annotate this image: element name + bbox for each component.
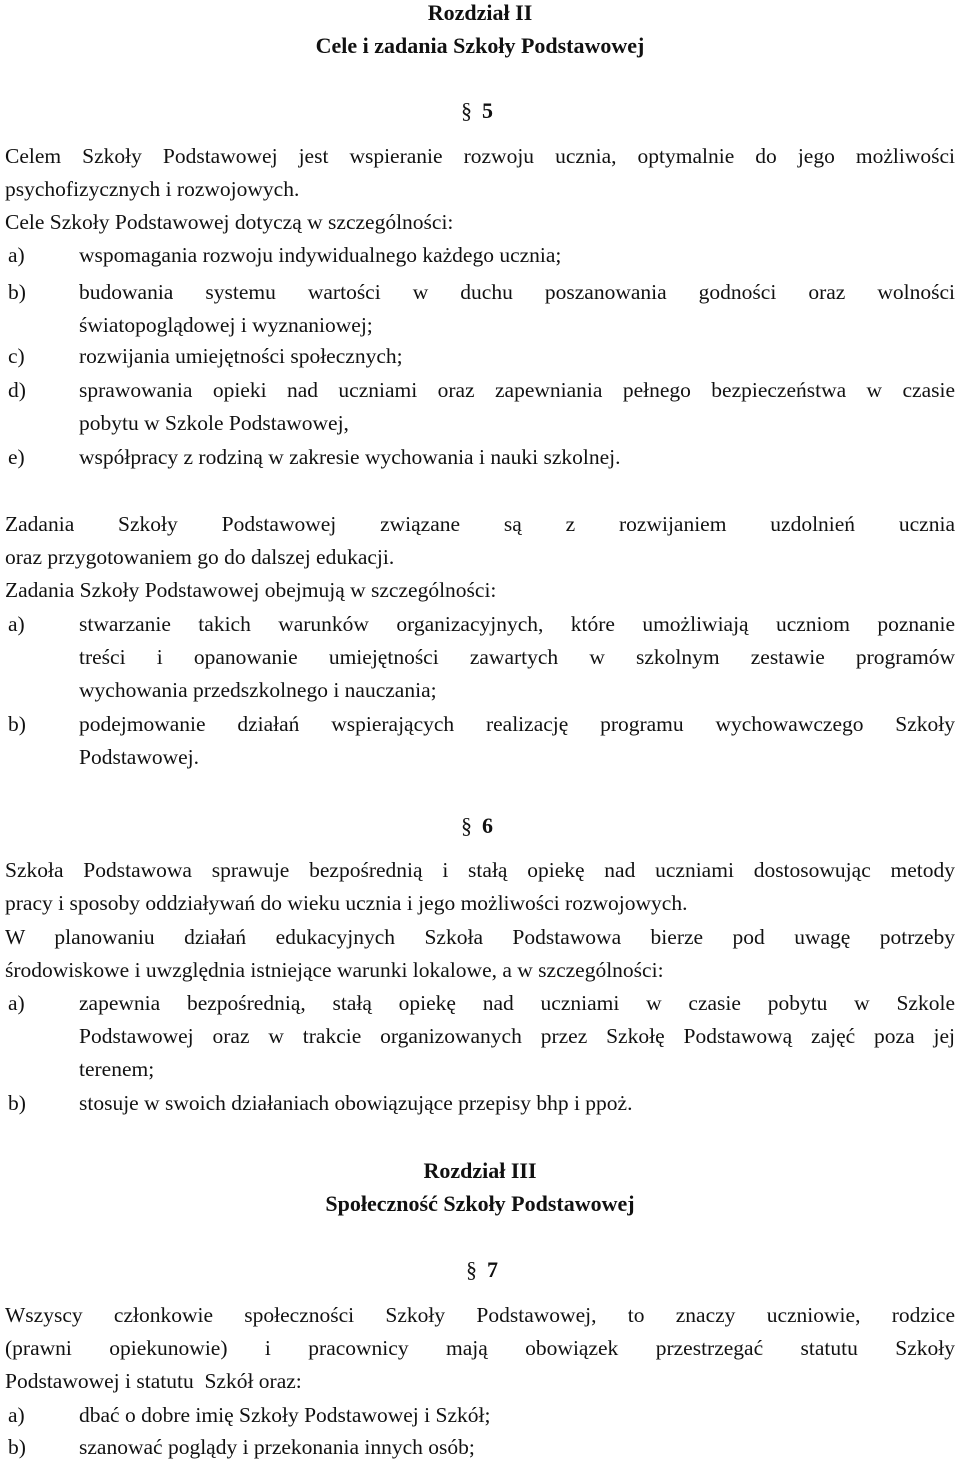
list-label: a)	[8, 243, 25, 267]
section-5-number: 5	[482, 98, 493, 123]
s6-paragraph-2-line-2: środowiskowe i uwzględnia istniejące warunki lokalowe, a w szczególności:	[5, 958, 664, 982]
list-item-text: szanować poglądy i przekonania innych osób;	[79, 1435, 475, 1459]
list-item-text: treści i opanowanie umiejętności zawartych w szkolnym zestawie programów	[79, 645, 955, 669]
list-label: e)	[8, 445, 25, 469]
list-label: b)	[8, 712, 26, 736]
s5-paragraph-3-line-2: oraz przygotowaniem go do dalszej edukacji.	[5, 545, 395, 569]
list-label: a)	[8, 991, 25, 1015]
s7-paragraph-1-line-3: Podstawowej i statutu Szkół oraz:	[5, 1369, 302, 1393]
list-item-text: podejmowanie działań wspierających realizację programu wychowawczego Szkoły	[79, 712, 955, 736]
section-6-heading	[461, 815, 493, 837]
chapter-2-title: Cele i zadania Szkoły Podstawowej	[315, 33, 645, 58]
s5-paragraph-4-intro: Zadania Szkoły Podstawowej obejmują w szczególności:	[5, 578, 497, 602]
section-6-number: 6	[482, 813, 493, 838]
list-item-text: wspomagania rozwoju indywidualnego każdego ucznia;	[79, 243, 562, 267]
list-item-text: sprawowania opieki nad uczniami oraz zapewniania pełnego bezpieczeństwa w czasie	[79, 378, 955, 402]
s7-paragraph-1-line-1: Wszyscy członkowie społeczności Szkoły Podstawowej, to znaczy uczniowie, rodzice	[5, 1303, 955, 1327]
chapter-3-label: Rozdział III	[423, 1158, 537, 1183]
list-label: b)	[8, 1435, 26, 1459]
list-label: b)	[8, 280, 26, 304]
list-item-text: rozwijania umiejętności społecznych;	[79, 344, 403, 368]
s7-paragraph-1-line-2: (prawni opiekunowie) i pracownicy mają obowiązek przestrzegać statutu Szkoły	[5, 1336, 955, 1360]
list-item-text: stosuje w swoich działaniach obowiązujące przepisy bhp i ppoż.	[79, 1091, 633, 1115]
chapter-3-title: Społeczność Szkoły Podstawowej	[325, 1191, 635, 1216]
list-item-text: pobytu w Szkole Podstawowej,	[79, 411, 349, 435]
section-7-heading	[466, 1259, 498, 1281]
list-label: d)	[8, 378, 26, 402]
section-sign: §	[461, 813, 472, 838]
list-label: a)	[8, 1403, 25, 1427]
chapter-2-label: Rozdział II	[427, 0, 533, 25]
list-item-text: dbać o dobre imię Szkoły Podstawowej i Szkół;	[79, 1403, 491, 1427]
list-item-text: Podstawowej.	[79, 745, 200, 769]
s5-paragraph-2-intro: Cele Szkoły Podstawowej dotyczą w szczególności:	[5, 210, 454, 234]
list-label: a)	[8, 612, 25, 636]
list-item-text: zapewnia bezpośrednią, stałą opiekę nad uczniami w czasie pobytu w Szkole	[79, 991, 955, 1015]
section-7-number: 7	[487, 1257, 498, 1282]
list-label: c)	[8, 344, 25, 368]
s5-paragraph-1-line-2: psychofizycznych i rozwojowych.	[5, 177, 300, 201]
section-sign: §	[466, 1257, 477, 1282]
s5-paragraph-1-line-1: Celem Szkoły Podstawowej jest wspieranie rozwoju ucznia, optymalnie do jego możliwości	[5, 144, 955, 168]
list-label: b)	[8, 1091, 26, 1115]
s6-paragraph-2-line-1: W planowaniu działań edukacyjnych Szkoła Podstawowa bierze pod uwagę potrzeby	[5, 925, 955, 949]
list-item-text: współpracy z rodziną w zakresie wychowania i nauki szkolnej.	[79, 445, 621, 469]
list-item-text: Podstawowej oraz w trakcie organizowanych przez Szkołę Podstawową zajęć poza jej	[79, 1024, 955, 1048]
list-item-text: światopoglądowej i wyznaniowej;	[79, 313, 373, 337]
list-item-text: budowania systemu wartości w duchu poszanowania godności oraz wolności	[79, 280, 955, 304]
s6-paragraph-1-line-2: pracy i sposoby oddziaływań do wieku ucznia i jego możliwości rozwojowych.	[5, 891, 688, 915]
s6-paragraph-1-line-1: Szkoła Podstawowa sprawuje bezpośrednią i stałą opiekę nad uczniami dostosowując metody	[5, 858, 955, 882]
list-item-text: wychowania przedszkolnego i nauczania;	[79, 678, 437, 702]
section-sign: §	[461, 98, 472, 123]
list-item-text: stwarzanie takich warunków organizacyjnych, które umożliwiają uczniom poznanie	[79, 612, 955, 636]
list-item-text: terenem;	[79, 1057, 155, 1081]
s5-paragraph-3-line-1: Zadania Szkoły Podstawowej związane są z rozwijaniem uzdolnień ucznia	[5, 512, 955, 536]
section-5-heading	[461, 100, 493, 122]
